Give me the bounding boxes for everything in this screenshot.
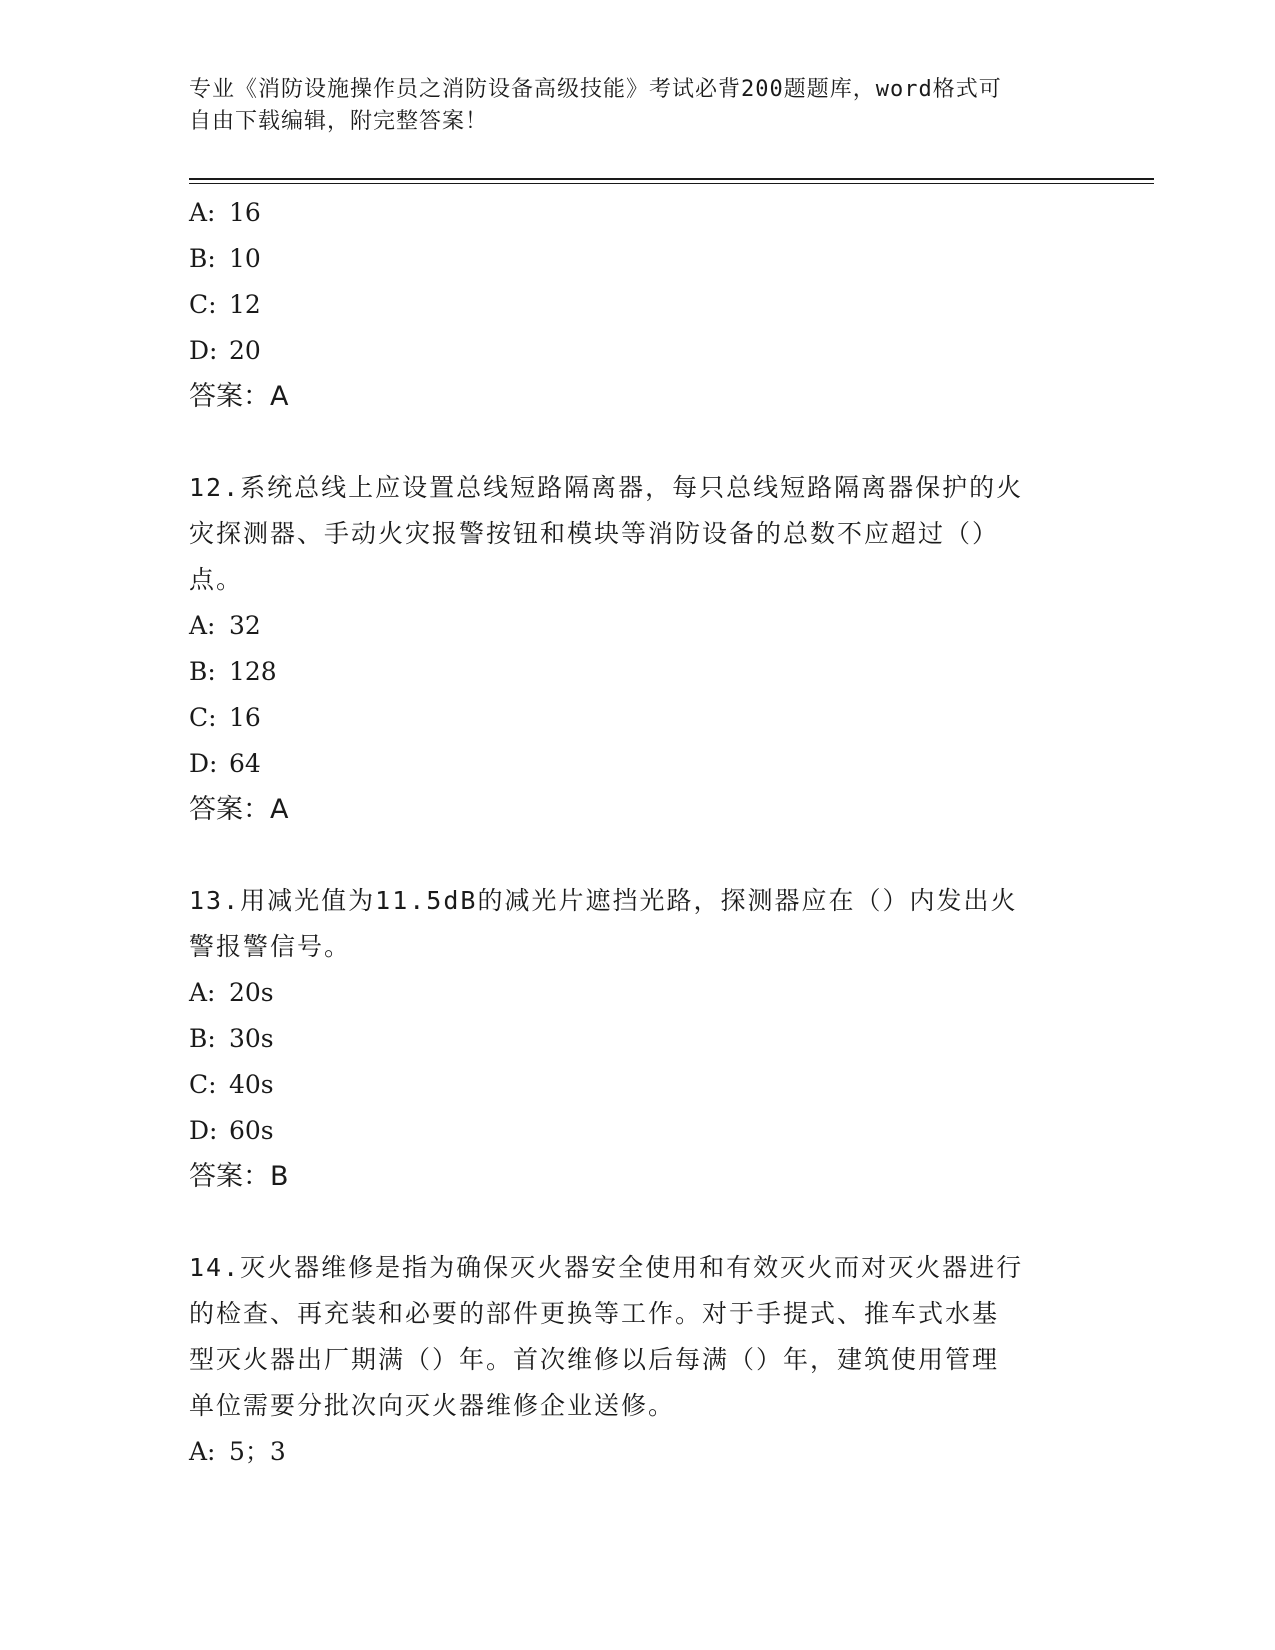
question-11: [189, 190, 1089, 420]
answer: 答案：A: [189, 794, 289, 825]
question-13: [189, 878, 1089, 1200]
header-line-2: 自由下载编辑，附完整答案！: [189, 109, 489, 134]
header-line-1: 专业《消防设施操作员之消防设备高级技能》考试必背200题题库，word格式可: [189, 77, 1002, 102]
question-text: 型灭火器出厂期满（）年。首次维修以后每满（）年，建筑使用管理: [189, 1345, 1000, 1374]
option-a: A: 5；3: [189, 1437, 286, 1466]
question-text: 点。: [189, 565, 244, 594]
option-d: D: 64: [189, 749, 261, 778]
question-14: [189, 1245, 1089, 1475]
header-rule-thick: [189, 178, 1154, 180]
header-rule-thin: [189, 183, 1154, 184]
option-a: A: 16: [189, 198, 261, 227]
question-text: 12.系统总线上应设置总线短路隔离器，每只总线短路隔离器保护的火: [189, 473, 1024, 502]
option-a: A: 32: [189, 611, 261, 640]
question-text: 13.用减光值为11.5dB的减光片遮挡光路，探测器应在（）内发出火: [189, 886, 1018, 915]
option-b: B: 30s: [189, 1024, 274, 1053]
option-d: D: 60s: [189, 1116, 274, 1145]
question-text: 灾探测器、手动火灾报警按钮和模块等消防设备的总数不应超过（）: [189, 519, 1000, 548]
question-text: 14.灭火器维修是指为确保灭火器安全使用和有效灭火而对灭火器进行: [189, 1253, 1024, 1282]
option-b: B: 128: [189, 657, 277, 686]
answer: 答案：B: [189, 1161, 289, 1192]
option-b: B: 10: [189, 244, 261, 273]
answer: 答案：A: [189, 381, 289, 412]
question-text: 单位需要分批次向灭火器维修企业送修。: [189, 1391, 676, 1420]
question-12: [189, 465, 1089, 833]
option-c: C: 16: [189, 703, 261, 732]
question-text: 的检查、再充装和必要的部件更换等工作。对于手提式、推车式水基: [189, 1299, 1000, 1328]
question-list: [189, 190, 1089, 1475]
option-c: C: 40s: [189, 1070, 274, 1099]
option-c: C: 12: [189, 290, 261, 319]
option-a: A: 20s: [189, 978, 274, 1007]
option-d: D: 20: [189, 336, 261, 365]
document-header: [189, 74, 1069, 138]
question-text: 警报警信号。: [189, 932, 352, 961]
